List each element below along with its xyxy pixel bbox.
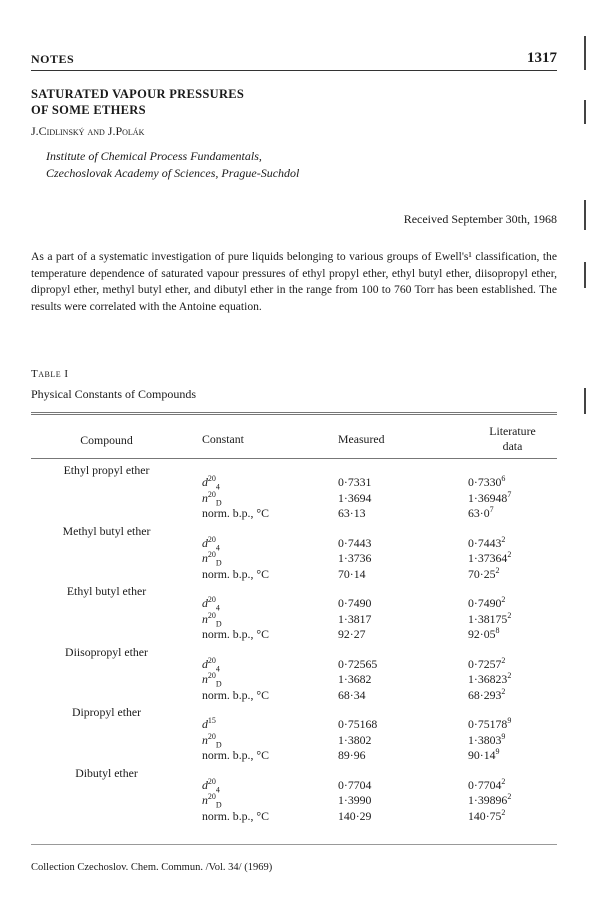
literature-value [468,809,557,825]
compound-name: Ethyl propyl ether [63,463,150,477]
table-caption: Physical Constants of Compounds [31,387,197,401]
n-subscript: D [215,558,222,568]
col-header-compound: Compound [80,432,133,447]
measured-value: 140·29 [338,808,372,823]
literature-value [468,717,557,733]
constant-cell [182,461,320,522]
compound-name: Ethyl butyl ether [66,584,147,598]
literature-cell [448,643,557,704]
table-header-row [31,417,557,461]
literature-value [468,491,557,507]
measured-value: 70·14 [338,566,366,581]
literature-number: 63·0 [468,506,490,520]
literature-number: 0·7257 [468,656,502,671]
constant-cell [182,522,320,583]
literature-value [468,778,557,794]
density-superscript: 20 [207,776,216,786]
title-line: SATURATED VAPOUR PRESSURES [31,87,245,101]
table-row [31,461,557,522]
refractive-index-symbol: n [202,732,208,747]
density-superscript: 15 [207,716,216,726]
measured-value: 63·13 [338,506,366,520]
literature-cell [448,522,557,583]
affiliation-line: Czechoslovak Academy of Sciences, Prague-Suchdol [46,166,300,180]
table-label: Table I [31,368,69,380]
boiling-point-label: norm. b.p., °C [202,566,269,581]
table-top-rule [31,412,557,413]
literature-value [468,627,557,643]
density-label [202,536,320,552]
authors: J.Cidlinský and J.Polák [31,124,145,138]
literature-value [468,672,557,688]
article-title [31,86,431,118]
measured-value: 0·75168 [338,717,378,731]
literature-number: 140·75 [468,808,502,823]
measured-cell [320,461,448,522]
measured-value: 1·3736 [338,551,372,565]
refractive-index-symbol: n [202,793,208,807]
d-subscript: 4 [215,482,220,492]
n-superscript: 20 [207,792,216,802]
measured-value: 89·96 [338,748,366,762]
literature-number: 92·05 [468,627,496,641]
literature-number: 1·36823 [468,672,508,686]
header-rule [31,70,557,71]
refractive-index-label [202,793,320,809]
literature-value [468,733,557,749]
scan-edge-mark [584,36,586,70]
col-header-measured: Measured [338,431,385,446]
literature-number: 90·14 [468,748,496,762]
affiliation [46,148,299,182]
measured-value: 68·34 [338,687,366,702]
reference-number: 9 [495,747,500,757]
literature-value [468,793,557,809]
constants-table [31,417,557,824]
literature-number: 0·7490 [468,596,502,610]
measured-value: 1·3694 [338,490,372,505]
n-superscript: 20 [207,489,216,499]
reference-number: 2 [507,671,512,681]
measured-value: 0·7704 [338,777,372,792]
literature-cell [448,582,557,643]
boiling-point-label: norm. b.p., °C [202,687,269,702]
measured-value: 0·7443 [338,535,372,550]
d-subscript: 4 [215,784,220,794]
scan-edge-mark [584,100,586,124]
literature-number: 1·36948 [468,490,508,505]
density-label [202,596,320,612]
constant-cell [182,643,320,704]
literature-number: 0·7704 [468,777,502,792]
literature-cell [448,461,557,522]
reference-number: 9 [507,716,512,726]
literature-number: 0·7443 [468,535,502,550]
scan-edge-mark [584,388,586,414]
literature-cell [448,703,557,764]
reference-number: 2 [501,595,506,605]
measured-value: 1·3817 [338,611,372,626]
literature-value [468,612,557,628]
literature-number: 70·25 [468,566,496,581]
density-symbol: d [202,475,208,489]
reference-number: 6 [501,474,506,484]
boiling-point-label: norm. b.p., °C [202,748,269,762]
literature-number: 68·293 [468,687,502,702]
scan-edge-mark [584,262,586,288]
density-superscript: 20 [207,474,216,484]
refractive-index-symbol: n [202,551,208,565]
density-label [202,778,320,794]
refractive-index-label [202,612,320,628]
reference-number: 7 [489,505,494,515]
density-symbol: d [202,535,208,550]
density-label [202,475,320,491]
n-subscript: D [215,679,222,689]
measured-value: 1·3802 [338,732,372,747]
boiling-point-label: norm. b.p., °C [202,808,269,823]
d-subscript: 4 [215,542,220,552]
col-header-constant: Constant [202,431,244,446]
density-symbol: d [202,596,208,610]
measured-value: 1·3990 [338,793,372,807]
measured-value: 0·7331 [338,475,372,489]
refractive-index-label [202,733,320,749]
n-subscript: D [215,739,222,749]
density-label [202,657,320,673]
table-row [31,703,557,764]
measured-value: 1·3682 [338,672,372,686]
d-subscript: 4 [215,603,220,613]
refractive-index-symbol: n [202,490,208,505]
col-header-literature-line: data [502,439,523,453]
n-superscript: 20 [207,610,216,620]
table-row [31,522,557,583]
density-superscript: 20 [207,655,216,665]
literature-number: 0·7330 [468,475,502,489]
refractive-index-label [202,672,320,688]
density-symbol: d [202,777,208,792]
reference-number: 2 [501,655,506,665]
measured-cell [320,764,448,825]
table-body [31,461,557,824]
table-row [31,582,557,643]
n-superscript: 20 [207,671,216,681]
density-symbol: d [202,717,208,731]
scan-edge-mark [584,200,586,230]
title-line: OF SOME ETHERS [31,103,146,117]
abstract-paragraph: As a part of a systematic investigation of pure liquids belonging to various groups of Ewell's¹ classification, the temperature dependence of saturated vapour pressures of ethyl propyl ether, ethyl butyl ether, diisopropyl ether, dipropyl ether, methyl butyl ether, and dibutyl ether in the range from 100 to 760 Torr has been established. The results were correlated with the Antoine equation. [31,250,557,313]
measured-cell [320,522,448,583]
literature-number: 1·38175 [468,611,508,626]
received-date: Received September 30th, 1968 [403,212,557,226]
literature-value [468,551,557,567]
measured-cell [320,643,448,704]
d-subscript: 4 [215,663,220,673]
refractive-index-symbol: n [202,672,208,686]
table-row [31,764,557,825]
reference-number: 2 [495,565,500,575]
compound-name: Methyl butyl ether [62,523,151,538]
measured-value: 0·7490 [338,596,372,610]
n-superscript: 20 [207,550,216,560]
reference-number: 8 [495,626,500,636]
col-header-literature-line: Literature [489,424,536,438]
reference-number: 2 [501,686,506,696]
reference-number: 2 [507,550,512,560]
boiling-point-label: norm. b.p., °C [202,627,269,641]
refractive-index-label [202,491,320,507]
constant-cell [182,764,320,825]
compound-name: Dipropyl ether [71,705,142,719]
density-superscript: 20 [207,534,216,544]
n-superscript: 20 [207,731,216,741]
col-header-literature [448,417,557,461]
literature-value [468,596,557,612]
literature-value [468,567,557,583]
reference-number: 2 [501,807,506,817]
literature-number: 1·39896 [468,793,508,807]
constant-cell [182,582,320,643]
reference-number: 2 [501,776,506,786]
literature-value [468,475,557,491]
density-symbol: d [202,656,208,671]
n-subscript: D [215,800,222,810]
literature-value [468,536,557,552]
constant-cell [182,703,320,764]
density-label [202,717,320,733]
boiling-point-label: norm. b.p., °C [202,506,269,520]
table-top-rule [31,414,557,415]
n-subscript: D [215,618,222,628]
reference-number: 9 [501,731,506,741]
literature-number: 1·37364 [468,551,508,565]
journal-footer: Collection Czechoslov. Chem. Commun. /Vol. 34/ (1969) [31,862,273,873]
table-row [31,643,557,704]
literature-cell [448,764,557,825]
literature-number: 1·3803 [468,732,502,747]
page-number: 1317 [527,50,557,66]
footer-rule [31,844,557,845]
literature-value [468,688,557,704]
refractive-index-label [202,551,320,567]
measured-cell [320,582,448,643]
running-header-section: NOTES [31,52,75,66]
refractive-index-symbol: n [202,611,208,626]
reference-number: 2 [507,610,512,620]
compound-name: Diisopropyl ether [65,644,148,659]
reference-number: 2 [501,534,506,544]
literature-value [468,748,557,764]
measured-value: 0·72565 [338,656,378,671]
reference-number: 2 [507,792,512,802]
measured-cell [320,703,448,764]
compound-name: Dibutyl ether [75,765,138,780]
reference-number: 7 [507,489,512,499]
literature-value [468,506,557,522]
measured-value: 92·27 [338,627,366,641]
literature-value [468,657,557,673]
affiliation-line: Institute of Chemical Process Fundamentals, [46,149,262,163]
density-superscript: 20 [207,595,216,605]
literature-number: 0·75178 [468,717,508,731]
n-subscript: D [215,497,222,507]
